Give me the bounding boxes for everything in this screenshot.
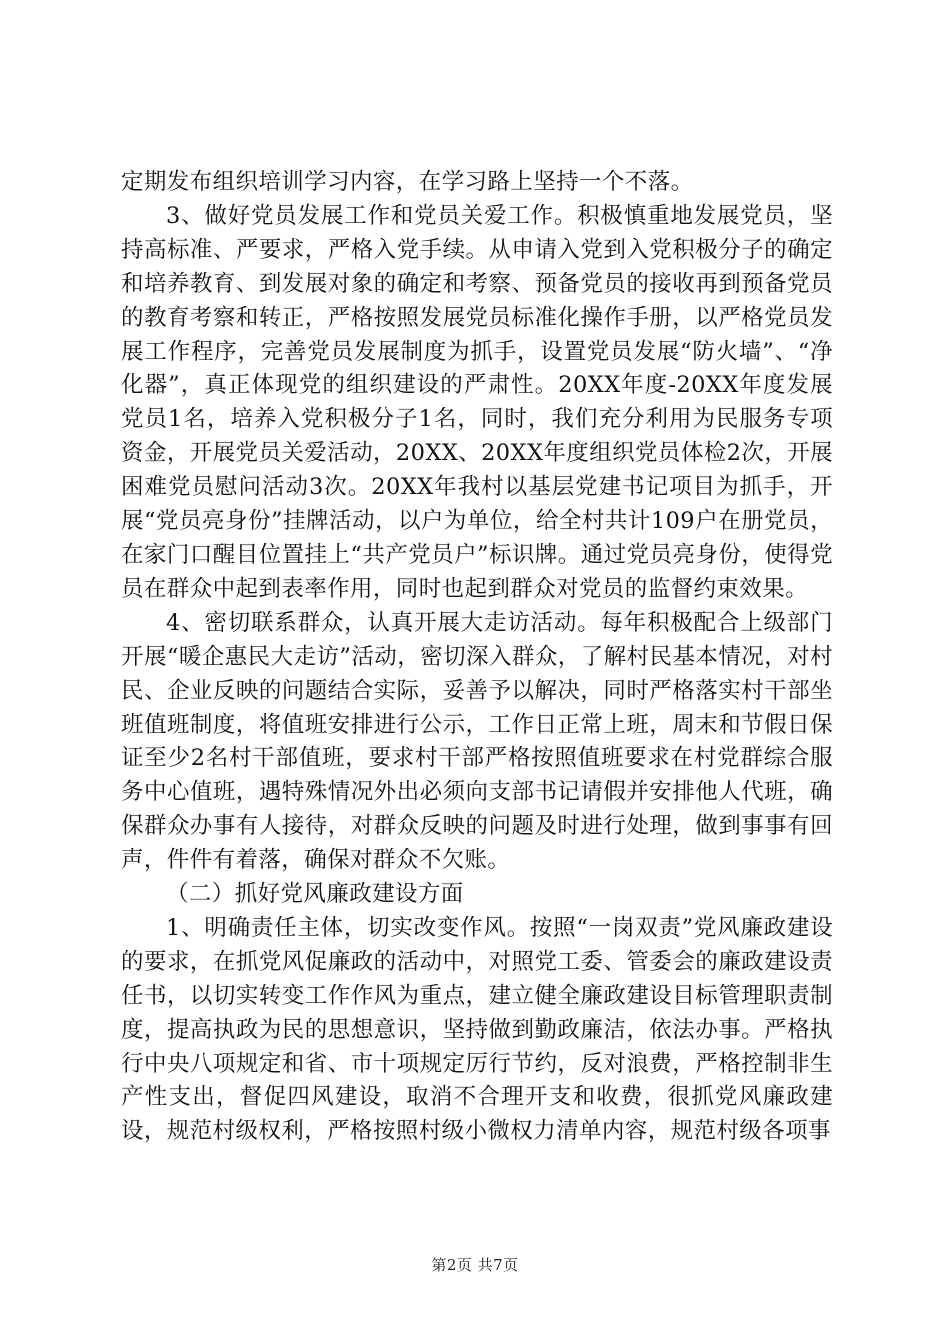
section-heading: （二）抓好党风廉政建设方面	[166, 881, 464, 908]
paragraph-responsibility: 1、明确责任主体，切实改变作风。按照“一岗双责”党风廉政建设的要求，在抓党风促廉政的活动中，对照党工委、管委会的廉政建设责任书，以切实转变工作作风为重点，建立健全廉政建设目标管理职责制度，提高执政为民的思想意识，坚持做到勤政廉洁，依法办事。严格执行中央八项规定和省、市十项规定厉行节约，反对浪费，严格控制非生产性支出，督促四风建设，取消不合理开支和收费，很抓党风廉政建设，规范村级权利，严格按照村级小微权力清单内容，规范村级各项事	[121, 914, 833, 1145]
paragraph-continuation: 定期发布组织培训学习内容，在学习路上坚持一个不落。	[121, 169, 694, 195]
page-number-footer: 第2页 共7页	[431, 1256, 519, 1274]
paragraph-mass-contact: 4、密切联系群众，认真开展大走访活动。每年积极配合上级部门开展“暖企惠民大走访”活动，密切深入群众，了解村民基本情况，对村民、企业反映的问题结合实际，妥善予以解决，同时严格落实村干部坐班值班制度，将值班安排进行公示，工作日正常上班，周末和节假日保证至少2名村干部值班，要求村干部严格按照值班要求在村党群综合服务中心值班，遇特殊情况外出必须向支部书记请假并安排他人代班，确保群众办事有人接待，对群众反映的问题及时进行处理，做到事事有回声，件件有着落，确保对群众不欠账。	[121, 609, 833, 874]
document-body	[121, 166, 833, 1149]
paragraph-party-member-development: 3、做好党员发展工作和党员关爱工作。积极慎重地发展党员，坚持高标准、严要求，严格入党手续。从申请入党到入党积极分子的确定和培养教育、到发展对象的确定和考察、预备党员的接收再到预备党员的教育考察和转正，严格按照发展党员标准化操作手册，以严格党员发展工作程序，完善党员发展制度为抓手，设置党员发展“防火墙”、“净化器”，真正体现党的组织建设的严肃性。20XX年度-20XX年度发展党员1名，培养入党积极分子1名，同时，我们充分利用为民服务专项资金，开展党员关爱活动，20XX、20XX年度组织党员体检2次，开展困难党员慰问活动3次。20XX年我村以基层党建书记项目为抓手，开展“党员亮身份”挂牌活动，以户为单位，给全村共计109户在册党员，在家门口醒目位置挂上“共产党员户”标识牌。通过党员亮身份，使得党员在群众中起到表率作用，同时也起到群众对党员的监督约束效果。	[121, 202, 833, 602]
